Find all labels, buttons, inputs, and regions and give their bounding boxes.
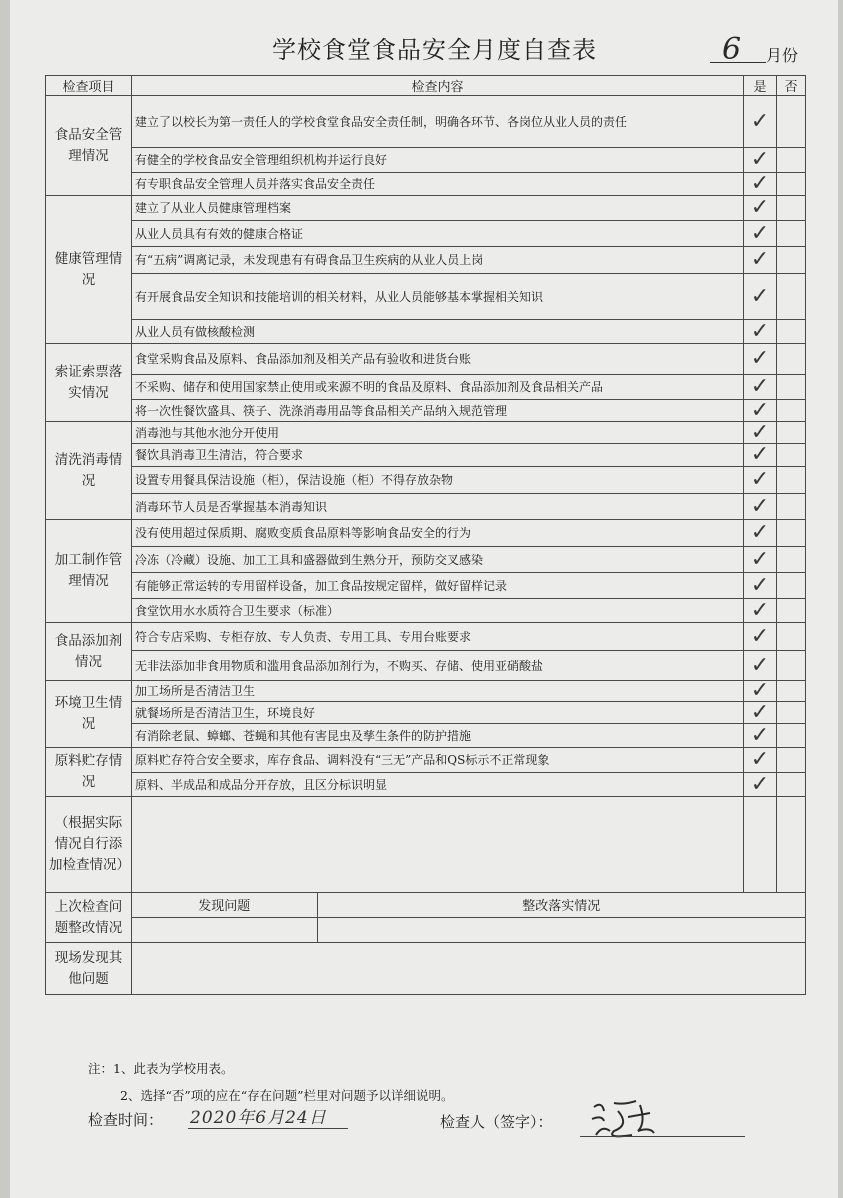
check-item-text: 餐饮具消毒卫生清洁，符合要求	[132, 444, 744, 467]
month-label: 月份	[766, 46, 799, 65]
no-cell	[777, 274, 806, 320]
yes-cell	[744, 148, 777, 173]
yes-cell	[744, 573, 777, 599]
inspector-underline	[580, 1136, 745, 1137]
yes-cell	[744, 702, 777, 724]
check-item-text: 有能够正常运转的专用留样设备，加工食品按规定留样，做好留样记录	[132, 573, 744, 599]
category-cell: 健康管理情况	[46, 196, 132, 344]
check-mark-icon: ✓	[750, 195, 770, 220]
table-row	[46, 173, 806, 196]
table-row	[46, 320, 806, 344]
yes-cell	[744, 173, 777, 196]
yes-cell	[744, 247, 777, 274]
extra-yes	[744, 797, 777, 893]
note-2: 2、选择“否”项的应在“存在问题”栏里对问题予以详细说明。	[120, 1088, 454, 1103]
table-row	[46, 773, 806, 797]
yes-cell	[744, 623, 777, 651]
inspector-label: 检查人（签字）：	[440, 1113, 553, 1131]
table-row	[46, 623, 806, 651]
table-row	[46, 573, 806, 599]
found-issues-cell	[132, 917, 317, 942]
no-cell	[777, 400, 806, 422]
yes-cell	[744, 748, 777, 773]
inspection-time-underline	[188, 1128, 348, 1129]
other-issues-row	[46, 943, 806, 995]
category-cell: 原料贮存情况	[46, 748, 132, 797]
yes-cell	[744, 320, 777, 344]
table-row	[46, 547, 806, 573]
yes-cell	[744, 773, 777, 797]
check-item-text: 无非法添加非食用物质和滥用食品添加剂行为，不购买、存储、使用亚硝酸盐	[132, 651, 744, 681]
yes-cell	[744, 467, 777, 494]
check-item-text: 有消除老鼠、蟑螂、苍蝇和其他有害昆虫及孳生条件的防护措施	[132, 724, 744, 748]
no-cell	[777, 520, 806, 547]
check-item-text: 原料、半成品和成品分开存放，且区分标识明显	[132, 773, 744, 797]
check-mark-icon: ✓	[750, 623, 770, 649]
category-cell: 食品安全管理情况	[46, 96, 132, 196]
check-item-text: 有专职食品安全管理人员并落实食品安全责任	[132, 173, 744, 196]
table-row	[46, 247, 806, 274]
table-row	[46, 400, 806, 422]
rectify-header: 整改落实情况	[317, 893, 805, 917]
found-issues-header: 发现问题	[132, 893, 317, 917]
header-category: 检查项目	[46, 76, 132, 96]
inspection-table	[45, 75, 806, 995]
table-row	[46, 274, 806, 320]
check-mark-icon: ✓	[750, 147, 770, 172]
table-row	[46, 96, 806, 148]
table-row	[46, 344, 806, 375]
table-row	[46, 702, 806, 724]
last-check-row	[46, 893, 806, 943]
inspection-time-label: 检查时间：	[88, 1111, 164, 1129]
yes-cell	[744, 520, 777, 547]
yes-cell	[744, 422, 777, 444]
check-item-text: 从业人员具有有效的健康合格证	[132, 221, 744, 247]
month-underline	[710, 62, 766, 63]
check-mark-icon: ✓	[750, 747, 770, 772]
check-item-text: 符合专店采购、专柜存放、专人负责、专用工具、专用台账要求	[132, 623, 744, 651]
table-row	[46, 196, 806, 221]
check-item-text: 原料贮存符合安全要求，库存食品、调料没有“三无”产品和QS标示不正常现象	[132, 748, 744, 773]
table-row	[46, 681, 806, 702]
note-1: 注：1、此表为学校用表。	[88, 1061, 234, 1076]
table-row	[46, 375, 806, 400]
no-cell	[777, 651, 806, 681]
check-item-text: 就餐场所是否清洁卫生，环境良好	[132, 702, 744, 724]
no-cell	[777, 221, 806, 247]
check-mark-icon: ✓	[750, 652, 770, 678]
no-cell	[777, 444, 806, 467]
no-cell	[777, 702, 806, 724]
yes-cell	[744, 400, 777, 422]
yes-cell	[744, 599, 777, 623]
header-content: 检查内容	[132, 76, 744, 96]
check-item-text: 有健全的学校食品安全管理组织机构并运行良好	[132, 148, 744, 173]
table-row	[46, 599, 806, 623]
no-cell	[777, 623, 806, 651]
last-check-subtable	[132, 893, 805, 942]
table-row	[46, 148, 806, 173]
yes-cell	[744, 96, 777, 148]
check-mark-icon: ✓	[750, 443, 770, 467]
no-cell	[777, 96, 806, 148]
other-issues-category: 现场发现其他问题	[46, 943, 132, 995]
check-item-text: 建立了以校长为第一责任人的学校食堂食品安全责任制，明确各环节、各岗位从业人员的责任	[132, 96, 744, 148]
category-cell: 环境卫生情况	[46, 681, 132, 748]
table-row	[46, 422, 806, 444]
check-mark-icon: ✓	[750, 723, 770, 748]
check-mark-icon: ✓	[750, 283, 770, 309]
check-mark-icon: ✓	[750, 680, 770, 702]
check-mark-icon: ✓	[750, 172, 770, 196]
yes-cell	[744, 375, 777, 400]
check-mark-icon: ✓	[750, 467, 770, 492]
no-cell	[777, 196, 806, 221]
extra-content	[132, 797, 744, 893]
check-item-text: 有开展食品安全知识和技能培训的相关材料，从业人员能够基本掌握相关知识	[132, 274, 744, 320]
extra-row	[46, 797, 806, 893]
table-row	[46, 467, 806, 494]
form-title: 学校食堂食品安全月度自查表	[272, 36, 597, 64]
header-yes: 是	[744, 76, 777, 96]
yes-cell	[744, 196, 777, 221]
check-item-text: 不采购、储存和使用国家禁止使用或来源不明的食品及原料、食品添加剂及食品相关产品	[132, 375, 744, 400]
yes-cell	[744, 344, 777, 375]
no-cell	[777, 344, 806, 375]
category-cell: 加工制作管理情况	[46, 520, 132, 623]
table-row	[46, 221, 806, 247]
no-cell	[777, 320, 806, 344]
check-mark-icon: ✓	[750, 247, 770, 272]
yes-cell	[744, 681, 777, 702]
no-cell	[777, 467, 806, 494]
check-mark-icon: ✓	[750, 421, 770, 444]
check-item-text: 设置专用餐具保洁设施（柜），保洁设施（柜）不得存放杂物	[132, 467, 744, 494]
check-mark-icon: ✓	[750, 319, 770, 344]
yes-cell	[744, 651, 777, 681]
no-cell	[777, 724, 806, 748]
check-item-text: 加工场所是否清洁卫生	[132, 681, 744, 702]
no-cell	[777, 247, 806, 274]
no-cell	[777, 547, 806, 573]
check-item-text: 将一次性餐饮盛具、筷子、洗涤消毒用品等食品相关产品纳入规范管理	[132, 400, 744, 422]
no-cell	[777, 573, 806, 599]
table-row	[46, 520, 806, 547]
extra-no	[777, 797, 806, 893]
yes-cell	[744, 724, 777, 748]
yes-cell	[744, 494, 777, 520]
no-cell	[777, 494, 806, 520]
check-mark-icon: ✓	[750, 374, 770, 399]
header-no: 否	[777, 76, 806, 96]
check-item-text: 消毒环节人员是否掌握基本消毒知识	[132, 494, 744, 520]
yes-cell	[744, 547, 777, 573]
table-row	[46, 724, 806, 748]
month-value: 6	[722, 32, 742, 67]
check-mark-icon: ✓	[750, 572, 770, 598]
check-item-text: 建立了从业人员健康管理档案	[132, 196, 744, 221]
no-cell	[777, 681, 806, 702]
last-check-body	[132, 893, 806, 943]
check-mark-icon: ✓	[750, 399, 770, 422]
table-row	[46, 748, 806, 773]
check-item-text: 从业人员有做核酸检测	[132, 320, 744, 344]
category-cell: 食品添加剂情况	[46, 623, 132, 681]
check-item-text: 没有使用超过保质期、腐败变质食品原料等影响食品安全的行为	[132, 520, 744, 547]
check-item-text: 食堂饮用水水质符合卫生要求（标准）	[132, 599, 744, 623]
check-mark-icon: ✓	[750, 520, 770, 545]
notes	[88, 1055, 454, 1109]
table-row	[46, 651, 806, 681]
check-item-text: 食堂采购食品及原料、食品添加剂及相关产品有验收和进货台账	[132, 344, 744, 375]
check-mark-icon: ✓	[750, 772, 770, 797]
table-row	[46, 444, 806, 467]
extra-category: （根据实际情况自行添加检查情况）	[46, 797, 132, 893]
no-cell	[777, 422, 806, 444]
no-cell	[777, 173, 806, 196]
check-mark-icon: ✓	[750, 546, 770, 572]
no-cell	[777, 773, 806, 797]
no-cell	[777, 748, 806, 773]
last-check-category: 上次检查问题整改情况	[46, 893, 132, 943]
check-mark-icon: ✓	[750, 346, 770, 371]
check-mark-icon: ✓	[750, 108, 770, 134]
check-item-text: 消毒池与其他水池分开使用	[132, 422, 744, 444]
no-cell	[777, 599, 806, 623]
rectify-cell	[317, 917, 805, 942]
category-cell: 索证索票落实情况	[46, 344, 132, 422]
yes-cell	[744, 274, 777, 320]
no-cell	[777, 375, 806, 400]
inspector-signature	[588, 1095, 668, 1141]
no-cell	[777, 148, 806, 173]
yes-cell	[744, 444, 777, 467]
check-mark-icon: ✓	[750, 493, 770, 519]
check-item-text: 有“五病”调离记录，未发现患有有碍食品卫生疾病的从业人员上岗	[132, 247, 744, 274]
table-row	[46, 494, 806, 520]
check-mark-icon: ✓	[750, 598, 770, 623]
check-item-text: 冷冻（冷藏）设施、加工工具和盛器做到生熟分开，预防交叉感染	[132, 547, 744, 573]
check-mark-icon: ✓	[750, 701, 770, 724]
yes-cell	[744, 221, 777, 247]
check-mark-icon: ✓	[750, 220, 770, 246]
inspection-time-value: 2020年6月24日	[190, 1108, 327, 1128]
other-issues-cell	[132, 943, 806, 995]
category-cell: 清洗消毒情况	[46, 422, 132, 520]
